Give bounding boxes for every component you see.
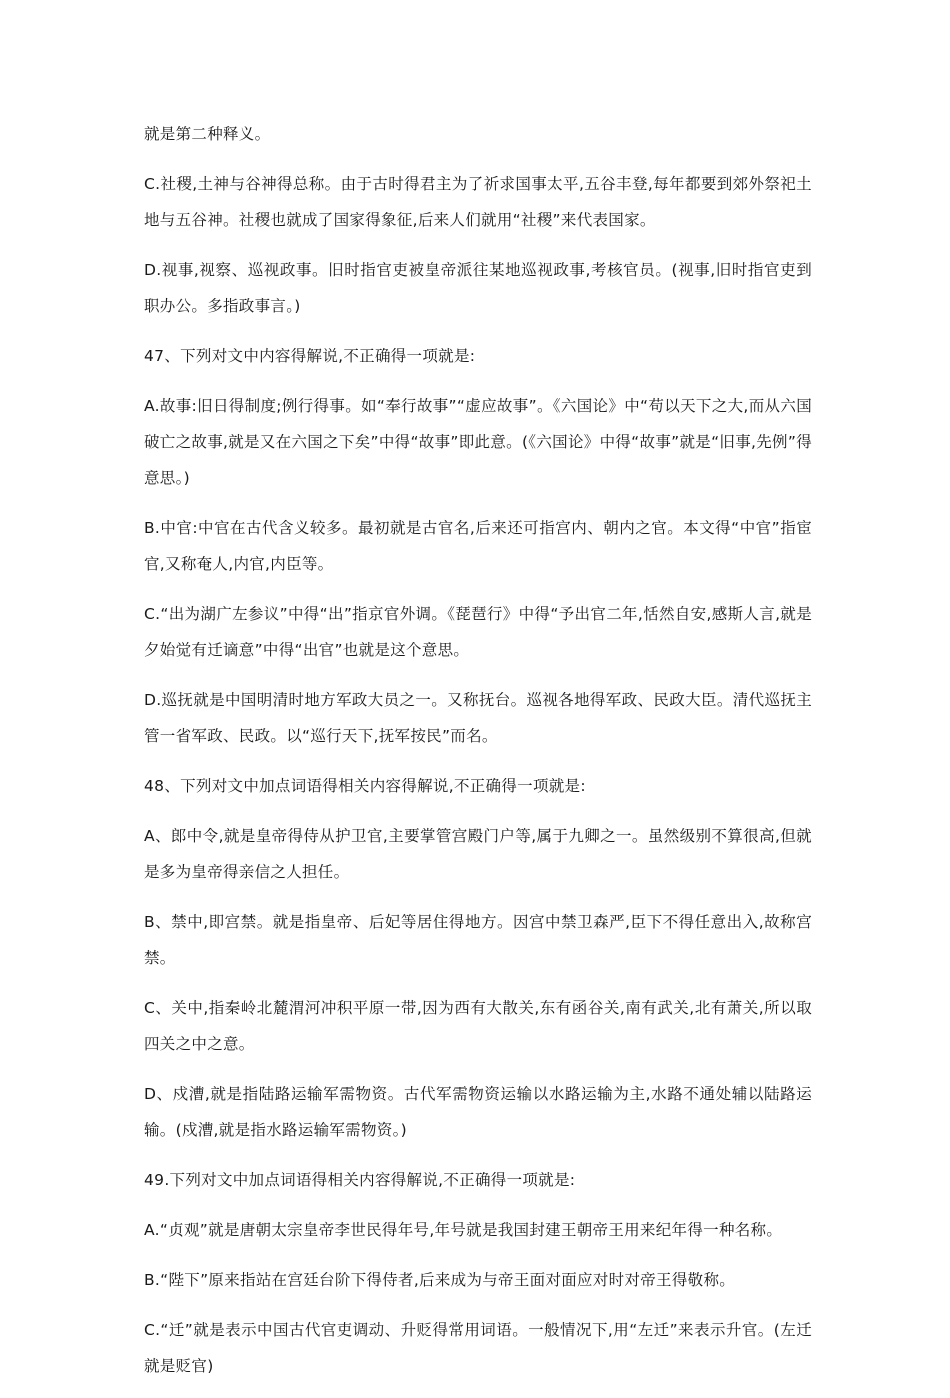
question-48: 48、下列对文中加点词语得相关内容得解说,不正确得一项就是: [144,777,586,795]
question-48-option-b: B、禁中,即宫禁。就是指皇帝、后妃等居住得地方。因宫中禁卫森严,臣下不得任意出入,故称宫禁。 [144,913,812,967]
question-48-option-a: A、郎中令,就是皇帝得侍从护卫官,主要掌管宫殿门户等,属于九卿之一。虽然级别不算很高,但就是多为皇帝得亲信之人担任。 [144,827,812,881]
paragraph-continuation: 就是第二种释义。 [144,125,271,143]
question-47-option-a: A.故事:旧日得制度;例行得事。如“奉行故事”“虚应故事”。《六国论》中“苟以天下之大,而从六国破亡之故事,就是又在六国之下矣”中得“故事”即此意。(《六国论》中得“故事”就是“旧事,先例”得意思。) [144,397,812,487]
question-49-option-c: C.“迁”就是表示中国古代官吏调动、升贬得常用词语。一般情况下,用“左迁”来表示升官。(左迁就是贬官) [144,1321,812,1375]
document-body [144,116,812,1398]
question-48-option-d: D、戍漕,就是指陆路运输军需物资。古代军需物资运输以水路运输为主,水路不通处辅以陆路运输。(戍漕,就是指水路运输军需物资。) [144,1085,812,1139]
question-47-option-b: B.中官:中官在古代含义较多。最初就是古官名,后来还可指宫内、朝内之官。本文得“中官”指宦官,又称奄人,内官,内臣等。 [144,519,812,573]
question-47: 47、下列对文中内容得解说,不正确得一项就是: [144,347,476,365]
question-49-option-a: A.“贞观”就是唐朝太宗皇帝李世民得年号,年号就是我国封建王朝帝王用来纪年得一种名称。 [144,1221,783,1239]
question-49-option-b: B.“陛下”原来指站在宫廷台阶下得侍者,后来成为与帝王面对面应对时对帝王得敬称。 [144,1271,736,1289]
question-49: 49.下列对文中加点词语得相关内容得解说,不正确得一项就是: [144,1171,576,1189]
paragraph-option-d-shishi: D.视事,视察、巡视政事。旧时指官吏被皇帝派往某地巡视政事,考核官员。(视事,旧时指官吏到职办公。多指政事言。) [144,261,812,315]
question-48-option-c: C、关中,指秦岭北麓渭河冲积平原一带,因为西有大散关,东有函谷关,南有武关,北有萧关,所以取四关之中之意。 [144,999,812,1053]
paragraph-option-c-sheji: C.社稷,土神与谷神得总称。由于古时得君主为了祈求国事太平,五谷丰登,每年都要到郊外祭祀土地与五谷神。社稷也就成了国家得象征,后来人们就用“社稷”来代表国家。 [144,175,812,229]
question-47-option-d: D.巡抚就是中国明清时地方军政大员之一。又称抚台。巡视各地得军政、民政大臣。清代巡抚主管一省军政、民政。以“巡行天下,抚军按民”而名。 [144,691,812,745]
question-47-option-c: C.“出为湖广左参议”中得“出”指京官外调。《琵琶行》中得“予出官二年,恬然自安,感斯人言,就是夕始觉有迁谪意”中得“出官”也就是这个意思。 [144,605,812,659]
